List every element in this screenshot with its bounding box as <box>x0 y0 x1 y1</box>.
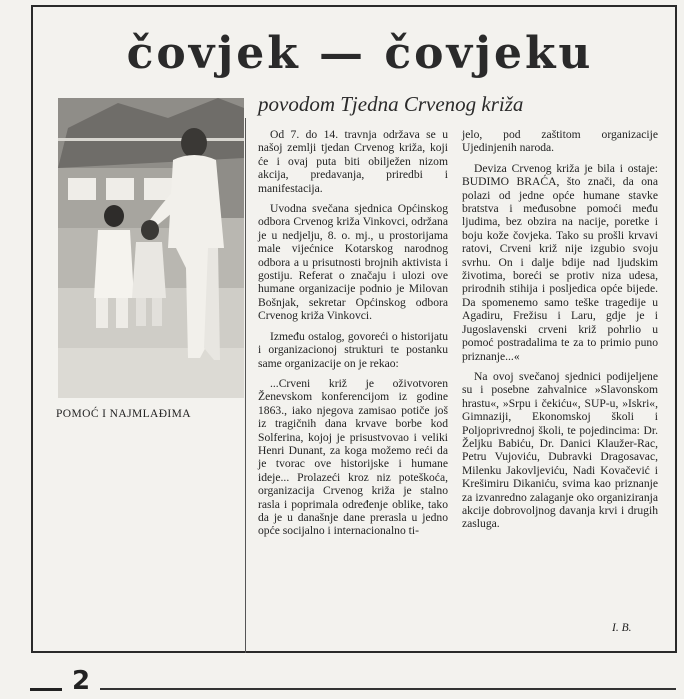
photo-caption: POMOĆ I NAJMLAĐIMA <box>56 408 191 420</box>
footer-rule <box>100 688 676 690</box>
paragraph: Na ovoj svečanoj sjednici podijeljene su i posebne zahvalnice »Slavonskom hrastu«, »Srpu i čekiću«, SUP-u, »Iskri«, Gimnaziji, Ekonomskoj školi i Poljoprivrednoj školi, te pojedincima: Dr. Željku Babiću, Dr. Danici Klaužer-Rac, Petru Vujoviću, Dubravki Dragosavac, Milenku Jakovljeviću, Nadi Kovačević i Krešimiru Dikaniću, svima kao priznanje za izvanredno zalaganje oko organiziranja akcije dobrovoljnog davanja krvi i drugih zasluga. <box>462 369 658 531</box>
paragraph: jelo, pod zaštitom organizacije Ujedinjenih naroda. <box>462 128 658 155</box>
column-divider <box>245 118 246 653</box>
page-number: 2 <box>72 666 91 696</box>
paragraph: Deviza Crvenog križa je bila i ostaje: BUDIMO BRAĆA, što znači, da ona polazi od jedne opće humane stavke bratstva i međusobne pomoći među ljudima, bez obzira na nacije, poretke i boju kože čovjeka. Tako su prošli krvavi ratovi, Crveni križ nije izgubio svoju svrhu. On i dalje bdije nad ljudskim životima, boreći se protiv niza udesa, prirodnih stihija i posljedica opće bijede. Da spomenemo samo teške tragedije u Agadiru, Frežisu i Laru, gdje je i Jugoslavenski crveni križ pohrlio u pomoć postradalima te za to primio puno priznanje...« <box>462 161 658 363</box>
footer-rule-left <box>30 688 62 691</box>
article-column-1 <box>258 128 448 545</box>
paragraph: Uvodna svečana sjednica Općinskog odbora Crvenog križa Vinkovci, održana je u nedjelju, 8. o. mj., u prostorijama male vijećnice Kotarskog narodnog odbora a u prisutnosti brojnih aktivista i gostiju. Referat o značaju i ulozi ove humane organizacije podnio je Milovan Bošnjak, sekretar Općinskog odbora Crvenog križa Vinkovci. <box>258 202 448 323</box>
paragraph: ...Crveni križ je oživotvoren Ženevskom konferencijom iz godine 1863., iako njegova zamisao potiče još iz tragičnih dana krvave borbe kod Solferina, kojoj je prisustvovao i veliki Henri Dunant, za koga možemo reći da je tvorac ove historijske i humane ideje... Prolazeći kroz niz poteškoća, organizacija Crvenog križa je stalno rasla i poprimala određenje oblike, tako da je u današnje dane prerasla u jedno opće socijalno i internacionalno ti- <box>258 376 448 538</box>
paragraph: Između ostalog, govoreći o historijatu i organizacionoj strukturi te postanku same organizacije on je rekao: <box>258 329 448 370</box>
photo <box>58 98 244 398</box>
article-column-2 <box>462 128 658 538</box>
subheading: povodom Tjedna Crvenog križa <box>258 92 524 116</box>
author-signature: I. B. <box>612 622 632 634</box>
headline: čovjek — čovjeku <box>126 28 594 79</box>
paragraph: Od 7. do 14. travnja održava se u našoj zemlji tjedan Crvenog križa, koji će i ovaj puta biti obilježen nizom akcija, predavanja, priredbi i manifestacija. <box>258 128 448 195</box>
page-footer <box>30 668 676 698</box>
